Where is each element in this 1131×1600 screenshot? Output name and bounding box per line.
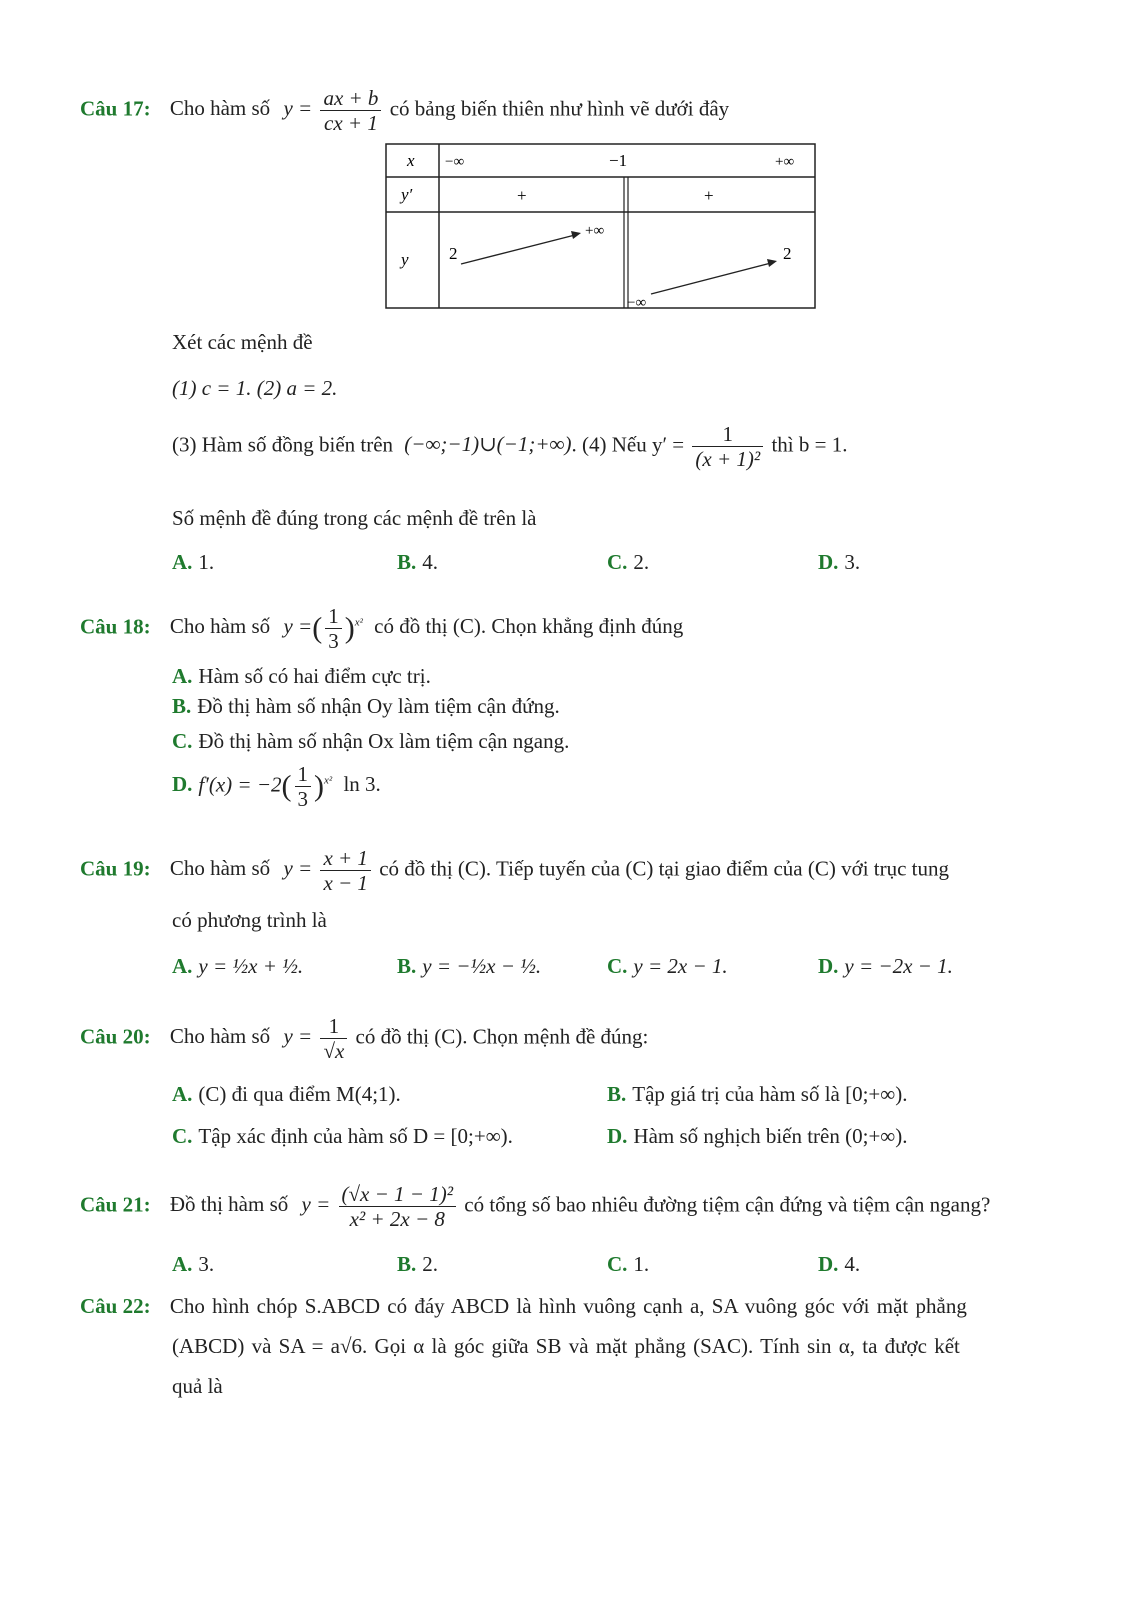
q19-option-a: A. y = ½x + ½. bbox=[172, 954, 304, 978]
x-value-minus-1: −1 bbox=[609, 151, 628, 170]
q17-s4-fraction bbox=[692, 422, 763, 471]
q17-consider: Xét các mệnh đề bbox=[172, 330, 313, 354]
q19-label: Câu 19: bbox=[80, 856, 151, 881]
q17-function bbox=[320, 86, 381, 135]
q18-option-b: B. Đồ thị hàm số nhận Oy làm tiệm cận đứng. bbox=[172, 694, 560, 718]
arrow-increase-left bbox=[461, 235, 575, 264]
row-label-yprime: y′ bbox=[401, 185, 413, 204]
q20-label: Câu 20: bbox=[80, 1024, 151, 1049]
row-label-x: x bbox=[407, 151, 415, 170]
yprime-sign-right: + bbox=[704, 186, 714, 205]
q19-option-b: B. y = −½x − ½. bbox=[397, 954, 542, 978]
q21-option-c: C. 1. bbox=[607, 1252, 650, 1276]
q17-s3-text: (3) Hàm số đồng biến trên bbox=[172, 432, 394, 457]
q17-s4-text: . (4) Nếu y′ = bbox=[571, 432, 685, 457]
y-value-pos-inf: +∞ bbox=[585, 223, 605, 239]
q19-header: Câu 19: Cho hàm số y = $\frac{x + 1}{x - 1}$ có đồ thị (C). Tiếp tuyến của (C) tại giao điểm của (C) với trục tung bbox=[80, 846, 950, 895]
variation-table-svg bbox=[385, 143, 817, 311]
q18-function: y = bbox=[283, 614, 313, 639]
q18-option-c: C. Đồ thị hàm số nhận Ox làm tiệm cận ngang. bbox=[172, 729, 570, 753]
x-value-neg-inf: −∞ bbox=[445, 154, 465, 170]
q21-label: Câu 21: bbox=[80, 1192, 151, 1217]
arrowhead-right bbox=[767, 259, 777, 267]
q22-line2: (ABCD) và SA = a√6. Gọi α là góc giữa SB và mặt phẳng (SAC). Tính sin α, ta được kết bbox=[172, 1334, 960, 1358]
y-value-right-2: 2 bbox=[783, 244, 792, 263]
q17-statement-1-2: (1) c = 1. (2) a = 2. bbox=[172, 376, 338, 400]
q17-intro: Cho hàm số bbox=[169, 96, 271, 121]
q17-statement-3-4 bbox=[172, 422, 847, 471]
q17-s4-den: (x + 1)² bbox=[695, 447, 761, 471]
q22-label: Câu 22: bbox=[80, 1294, 151, 1318]
q17-header: Câu 17: Cho hàm số y = $\frac{ax + b}{cx + 1}$ có bảng biến thiên như hình vẽ dưới đây bbox=[80, 86, 730, 135]
q17-option-d: D. 3. bbox=[818, 550, 861, 574]
arrowhead-left bbox=[571, 231, 581, 239]
arrow-increase-right bbox=[651, 263, 771, 294]
y-value-neg-inf: −∞ bbox=[627, 295, 647, 311]
q19-option-d: D. y = −2x − 1. bbox=[818, 954, 953, 978]
x-value-pos-inf: +∞ bbox=[775, 154, 795, 170]
q18-option-d: D. f′(x) = −2( $\frac{1}{3}$ )$^{x^2}$ ln 3. bbox=[172, 762, 381, 811]
q21-option-b: B. 2. bbox=[397, 1252, 439, 1276]
q17-option-a: A. 1. bbox=[172, 550, 215, 574]
q20-option-b: B. Tập giá trị của hàm số là [0;+∞). bbox=[607, 1082, 908, 1106]
q17-option-c: C. 2. bbox=[607, 550, 650, 574]
q17-option-b: B. 4. bbox=[397, 550, 439, 574]
y-value-left-2: 2 bbox=[449, 244, 458, 263]
q17-after: có bảng biến thiên như hình vẽ dưới đây bbox=[389, 96, 730, 121]
q20-option-d: D. Hàm số nghịch biến trên (0;+∞). bbox=[607, 1124, 908, 1148]
q21-function: $\frac{\text{(√x − 1 − 1)²}}{\text{x² + 2x − 8}}$ bbox=[339, 1182, 456, 1231]
q19-line2: có phương trình là bbox=[172, 908, 327, 932]
row-label-y: y bbox=[401, 250, 409, 269]
q20-function: $\frac{1}{√x}$ bbox=[320, 1014, 347, 1063]
q17-s4-num: 1 bbox=[692, 422, 763, 447]
q22-header bbox=[80, 1294, 967, 1319]
q21-option-d: D. 4. bbox=[818, 1252, 861, 1276]
variation-table bbox=[385, 143, 817, 317]
q17-func-num: ax + b bbox=[320, 86, 381, 111]
q21-option-a: A. 3. bbox=[172, 1252, 215, 1276]
q19-function: $\frac{x + 1}{x - 1}$ bbox=[320, 846, 371, 895]
q22-line1: Cho hình chóp S.ABCD có đáy ABCD là hình vuông cạnh a, SA vuông góc với mặt phẳng bbox=[169, 1294, 967, 1318]
q17-question: Số mệnh đề đúng trong các mệnh đề trên là bbox=[172, 506, 537, 530]
q17-s3-interval: (−∞;−1)∪(−1;+∞) bbox=[404, 432, 572, 457]
q18-label: Câu 18: bbox=[80, 614, 151, 639]
q20-header: Câu 20: Cho hàm số y = $\frac{1}{√x}$ có đồ thị (C). Chọn mệnh đề đúng: bbox=[80, 1014, 649, 1063]
q21-header: Câu 21: Đồ thị hàm số y = $\frac{\text{(√x − 1 − 1)²}}{\text{x² + 2x − 8}}$ có tổng số bao nhiêu đường tiệm cận đứng và tiệm cận ngang? bbox=[80, 1182, 991, 1231]
q20-option-a: A. (C) đi qua điểm M(4;1). bbox=[172, 1082, 401, 1106]
q18-header: Câu 18: Cho hàm số y =( $\frac{1}{3}$ )$^{x^2}$ có đồ thị (C). Chọn khẳng định đúng bbox=[80, 604, 684, 653]
q17-func-den: cx + 1 bbox=[324, 111, 378, 135]
q17-label: Câu 17: bbox=[80, 96, 151, 121]
q17-s4-tail: thì b = 1. bbox=[771, 432, 848, 457]
q20-option-c: C. Tập xác định của hàm số D = [0;+∞). bbox=[172, 1124, 513, 1148]
q22-line3: quả là bbox=[172, 1374, 223, 1398]
q18-option-a: A. Hàm số có hai điểm cực trị. bbox=[172, 664, 431, 688]
q19-option-c: C. y = 2x − 1. bbox=[607, 954, 728, 978]
yprime-sign-left: + bbox=[517, 186, 527, 205]
